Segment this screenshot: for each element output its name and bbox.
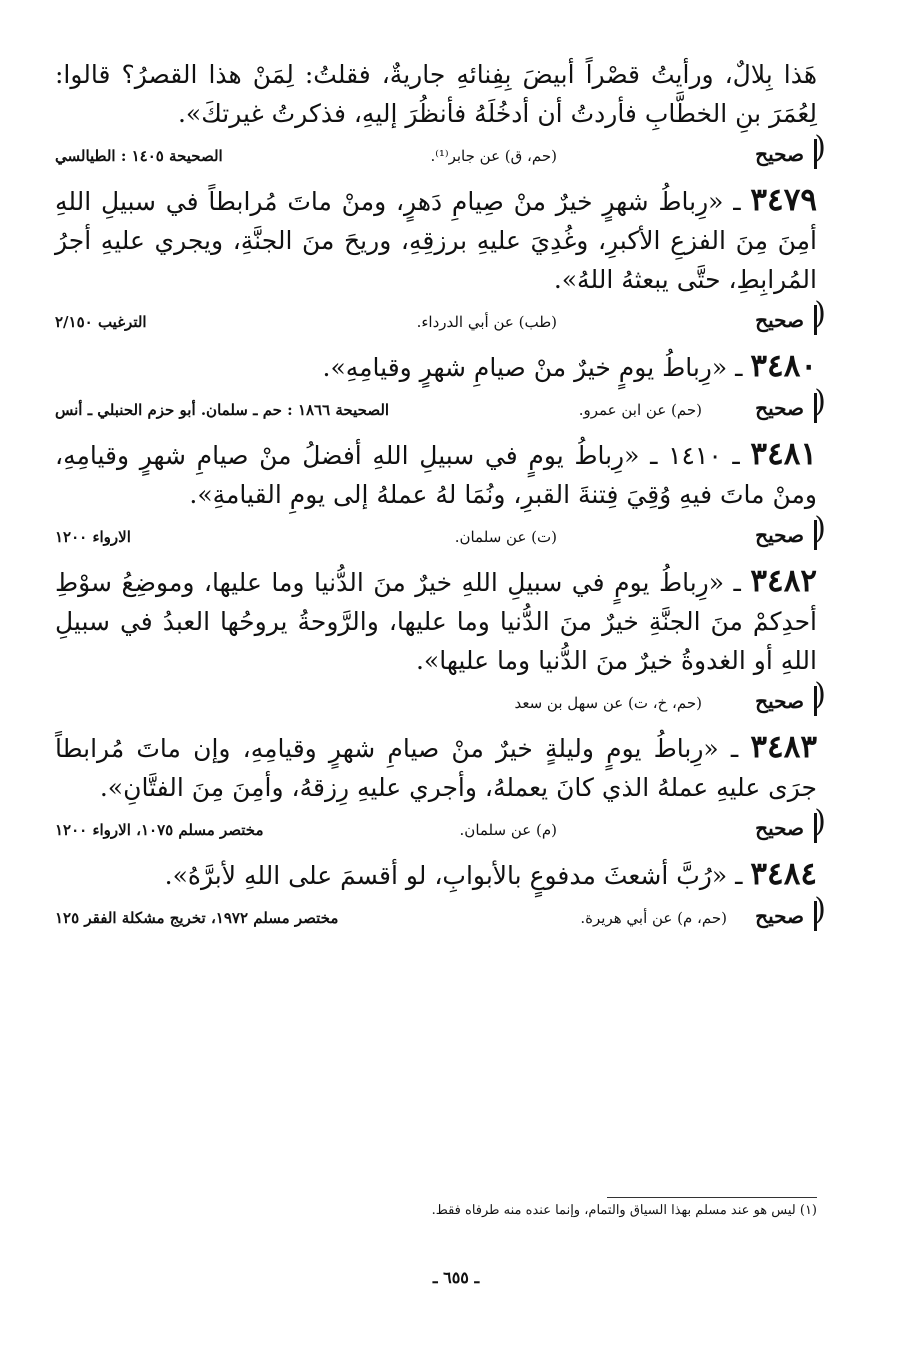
hadith-text: هَذا بِلالٌ، ورأيتُ قصْراً أبيضَ بِفِنائهِ جاريةٌ، فقلتُ: لِمَنْ هذا القصرُ؟ قالوا: لِعُمَرَ بنِ الخطَّابِ فأردتُ أن أدخُلَهُ فأنظُرَ إليهِ، فذكرتُ غيرتكَ». <box>55 60 817 128</box>
narrator: (حم، خ، ت) عن سهل بن سعد <box>514 694 702 712</box>
source-line <box>55 684 817 722</box>
hadith-text: «رِباطُ يومٍ خيرٌ منْ صيامِ شهرٍ وقيامِهِ». <box>322 353 728 382</box>
hadith-number: ٣٤٧٩ <box>750 182 817 218</box>
source-line <box>55 518 817 556</box>
grade-badge: ( صحيح <box>751 393 817 423</box>
grade-badge: ( صحيح <box>751 901 817 931</box>
narrator: (حم) عن ابن عمرو. <box>578 401 702 419</box>
grade-badge: ( صحيح <box>751 686 817 716</box>
source-line <box>55 303 817 341</box>
references: مختصر مسلم ١٩٧٢، تخريج مشكلة الفقر ١٢٥ <box>55 909 339 927</box>
hadith-number: ٣٤٨٠ <box>750 348 817 384</box>
references: الصحيحة ١٨٦٦ : حم ـ سلمان. أبو حزم الحنبلي ـ أنس <box>55 401 390 419</box>
hadith-number: ٣٤٨٤ <box>750 856 817 892</box>
hadith-text: «رُبَّ أشعثَ مدفوعٍ بالأبوابِ، لو أقسمَ على اللهِ لأبرَّهُ». <box>164 861 728 890</box>
references: مختصر مسلم ١٠٧٥، الارواء ١٢٠٠ <box>55 821 264 839</box>
grade-badge: ( صحيح <box>751 305 817 335</box>
grade-badge: ( صحيح <box>751 139 817 169</box>
grade-badge: ( صحيح <box>751 813 817 843</box>
hadith-entry: ٣٤٨٢ ـ «رِباطُ يومٍ في سبيلِ اللهِ خيرٌ منَ الدُّنيا وما عليها، وموضِعُ سوْطِ أحدِكمْ منَ الجنَّةِ خيرٌ منَ الدُّنيا وما عليها، والرَّوحةُ يروحُها العبدُ في سبيلِ اللهِ أو الغدوةُ خيرٌ منَ الدُّنيا وما عليها». <box>55 563 817 675</box>
hadith-number: ٣٤٨٣ <box>750 729 818 765</box>
narrator: (حم، ق) عن جابر⁽¹⁾. <box>430 147 557 165</box>
hadith-text: «رِباطُ شهرٍ خيرٌ منْ صِيامِ دَهرٍ، ومنْ ماتَ مُرابطاً في سبيلِ اللهِ أمِنَ مِنَ الفزعِ الأكبرِ، وغُدِيَ عليهِ برزقِهِ، وريحَ منَ الجنَّةِ، ويجري عليهِ أجرُ المُرابِطِ، حتَّى يبعثهُ اللهُ». <box>55 187 817 294</box>
source-line <box>55 137 817 175</box>
narrator: (ت) عن سلمان. <box>454 528 557 546</box>
cross-reference-number: ١٤١٠ <box>668 441 722 470</box>
references: الترغيب ٢/١٥٠ <box>55 313 147 331</box>
source-line <box>55 811 817 849</box>
narrator: (حم، م) عن أبي هريرة. <box>580 909 727 927</box>
narrator: (طب) عن أبي الدرداء. <box>416 313 557 331</box>
narrator: (م) عن سلمان. <box>459 821 557 839</box>
footnote-divider <box>607 1197 817 1198</box>
grade-badge: ( صحيح <box>751 520 817 550</box>
hadith-entry: ٣٤٨٤ ـ «رُبَّ أشعثَ مدفوعٍ بالأبوابِ، لو أقسمَ على اللهِ لأبرَّهُ». <box>164 856 817 892</box>
hadith-entry: ٣٤٨٣ ـ «رِباطُ يومٍ وليلةٍ خيرٌ منْ صيامِ شهرٍ وقيامِهِ، وإن ماتَ مُرابطاً جرَى عليهِ عملهُ الذي كانَ يعملهُ، وأجري عليهِ رِزقهُ، وأمِنَ مِنَ الفتَّانِ». <box>55 729 818 802</box>
source-line <box>55 391 817 429</box>
hadith-text: «رِباطُ يومٍ وليلةٍ خيرٌ منْ صيامِ شهرٍ وقيامِهِ، وإن ماتَ مُرابطاً جرَى عليهِ عملهُ الذي كانَ يعملهُ، وأجري عليهِ رِزقهُ، وأمِنَ مِنَ الفتَّانِ». <box>55 734 817 802</box>
source-line <box>55 899 817 937</box>
hadith-number: ٣٤٨١ <box>750 436 818 472</box>
hadith-entry: ٣٤٧٩ ـ «رِباطُ شهرٍ خيرٌ منْ صِيامِ دَهرٍ، ومنْ ماتَ مُرابطاً في سبيلِ اللهِ أمِنَ مِنَ الفزعِ الأكبرِ، وغُدِيَ عليهِ برزقِهِ، وريحَ منَ الجنَّةِ، ويجري عليهِ أجرُ المُرابِطِ، حتَّى يبعثهُ اللهُ». <box>55 182 817 294</box>
references: الصحيحة ١٤٠٥ : الطيالسي <box>55 147 223 165</box>
hadith-entry: ٣٤٨٠ ـ «رِباطُ يومٍ خيرٌ منْ صيامِ شهرٍ وقيامِهِ». <box>322 348 817 384</box>
references: الارواء ١٢٠٠ <box>55 528 131 546</box>
hadith-text: «رِباطُ يومٍ في سبيلِ اللهِ خيرٌ منَ الدُّنيا وما عليها، وموضِعُ سوْطِ أحدِكمْ منَ الجنَّةِ خيرٌ منَ الدُّنيا وما عليها، والرَّوحةُ يروحُها العبدُ في سبيلِ اللهِ أو الغدوةُ خيرٌ منَ الدُّنيا وما عليها». <box>55 568 817 675</box>
page-number: ـ ٦٥٥ ـ <box>432 1268 480 1287</box>
hadith-number: ٣٤٨٢ <box>750 563 817 599</box>
footnote: (١) ليس هو عند مسلم بهذا السياق والتمام، وإنما عنده منه طرفاه فقط. <box>431 1203 817 1218</box>
hadith-text: «رِباطُ يومٍ في سبيلِ اللهِ أفضلُ منْ صيامِ شهرٍ وقيامِهِ، ومنْ ماتَ فيهِ وُقِيَ فِتنةَ القبرِ، ونُمَا لهُ عملهُ إلى يومِ القيامةِ». <box>55 441 817 509</box>
page-body <box>55 55 817 943</box>
hadith-entry: ٣٤٨١ ـ ١٤١٠ ـ «رِباطُ يومٍ في سبيلِ اللهِ أفضلُ منْ صيامِ شهرٍ وقيامِهِ، ومنْ ماتَ فيهِ وُقِيَ فِتنةَ القبرِ، ونُمَا لهُ عملهُ إلى يومِ القيامةِ». <box>55 436 818 509</box>
